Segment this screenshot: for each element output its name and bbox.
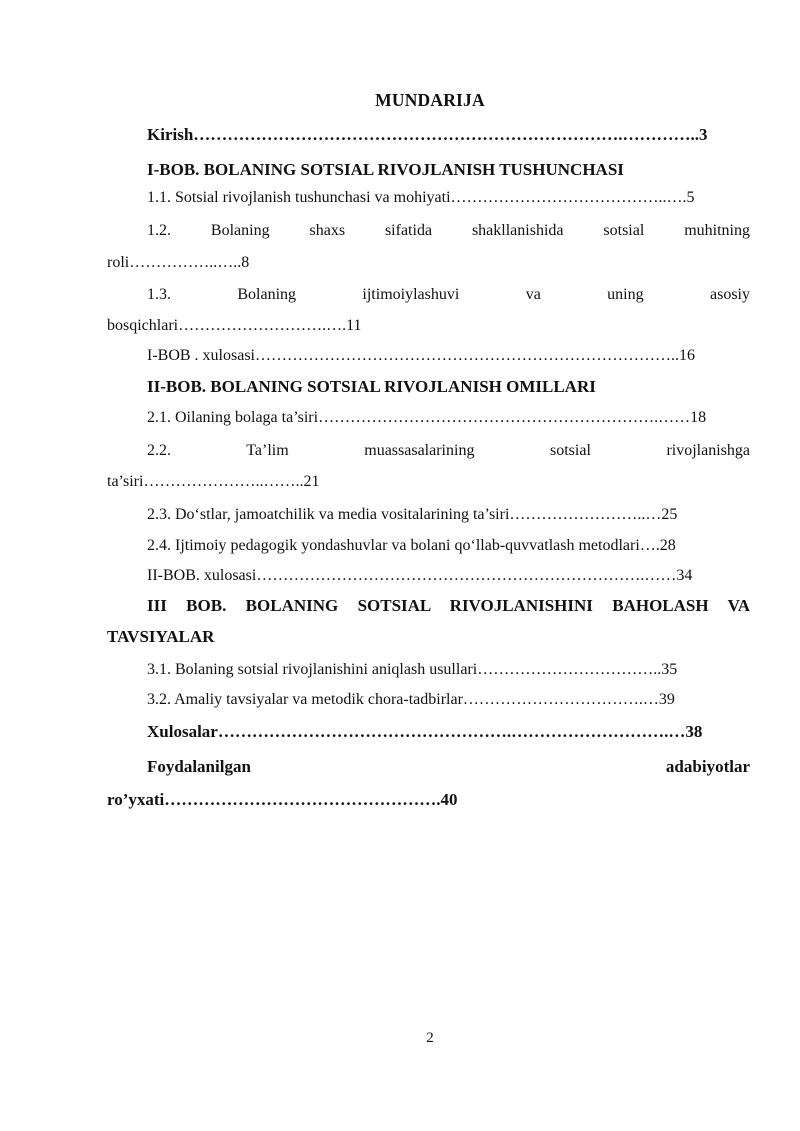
toc-entry-1-3-line1: 1.3. Bolaning ijtimoiylashuvi va uning asosiy [147,286,750,303]
page-title: MUNDARIJA [375,90,485,110]
toc-entry-chapter-1-conclusion: I-BOB . xulosasi……………………………………………………………………..16 [147,347,695,364]
toc-entry-2-3: 2.3. Do‘stlar, jamoatchilik va media vositalarining ta’siri……………………..…25 [147,506,678,523]
page-number: 2 [426,1030,434,1046]
toc-entry-1-2-line1: 1.2. Bolaning shaxs sifatida shakllanishida sotsial muhitning [147,222,750,239]
toc-entry-chapter-2-conclusion: II-BOB. xulosasi……………………………………………………………….……34 [147,567,693,584]
toc-entry-kirish: Kirish………………………………………………………………….…………..3 [147,125,708,144]
toc-entry-3-2: 3.2. Amaliy tavsiyalar va metodik chora-tadbirlar…………………………….…39 [147,691,675,708]
toc-entry-references-line2: ro’yxati………………………………………….40 [107,790,458,809]
toc-entry-1-1: 1.1. Sotsial rivojlanish tushunchasi va mohiyati…………………………………..….5 [147,189,695,206]
toc-entry-2-2-line1: 2.2. Ta’lim muassasalarining sotsial rivojlanishga [147,442,750,459]
toc-entry-conclusions: Xulosalar…………………………………………….……………………….…38 [147,722,703,741]
toc-chapter-1-heading: I-BOB. BOLANING SOTSIAL RIVOJLANISH TUSHUNCHASI [147,160,624,179]
toc-entry-2-4: 2.4. Ijtimoiy pedagogik yondashuvlar va bolani qo‘llab-quvvatlash metodlari….28 [147,537,676,554]
toc-chapter-3-heading-line1: III BOB. BOLANING SOTSIAL RIVOJLANISHINI BAHOLASH VA [147,596,750,615]
toc-chapter-2-heading: II-BOB. BOLANING SOTSIAL RIVOJLANISH OMILLARI [147,377,596,396]
toc-entry-1-3-line2: bosqichlari……………………….….11 [107,317,362,334]
toc-chapter-3-heading-line2: TAVSIYALAR [107,627,215,646]
toc-entry-2-1: 2.1. Oilaning bolaga ta’siri……………………………………………………….……18 [147,409,707,426]
toc-entry-references-line1: Foydalanilgan adabiyotlar [147,757,750,776]
toc-entry-1-2-line2: roli……………..…..8 [107,254,250,271]
toc-entry-3-1: 3.1. Bolaning sotsial rivojlanishini aniqlash usullari……………………………..35 [147,661,678,678]
toc-entry-2-2-line2: ta’siri…………………..……..21 [107,473,320,490]
